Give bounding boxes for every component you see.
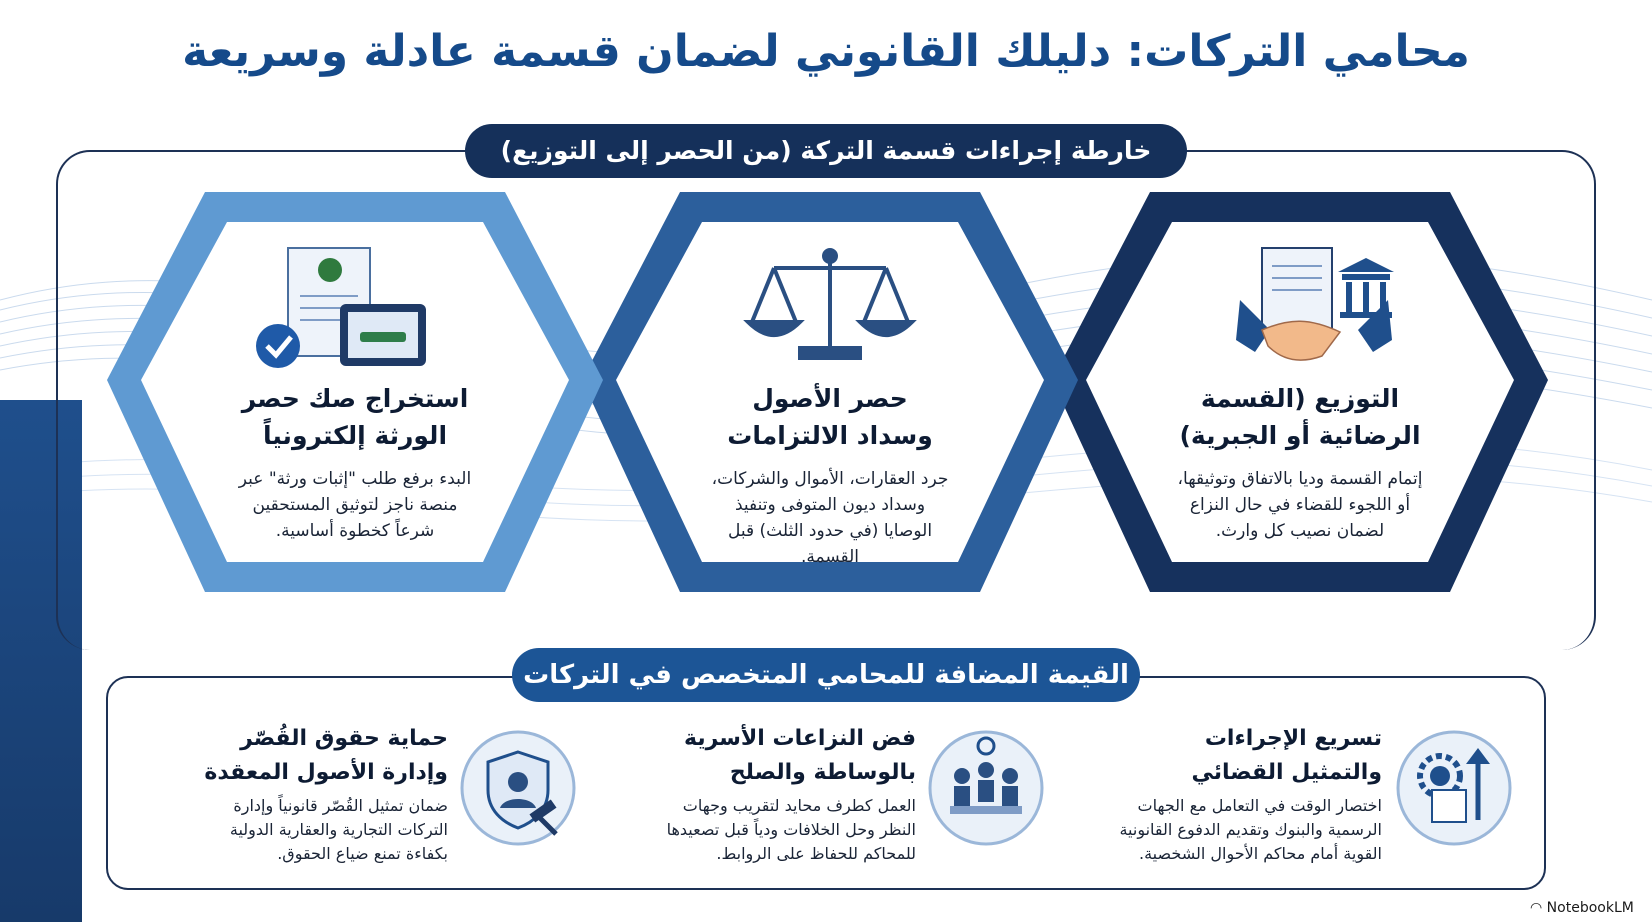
value-item-2 — [604, 722, 916, 866]
value-1-title-line1: تسريع الإجراءات — [1204, 726, 1382, 751]
step-2-desc-line3: الوصايا (في حدود الثلث) قبل — [727, 521, 933, 541]
value-2-desc-line1: العمل كطرف محايد لتقريب وجهات — [682, 796, 916, 815]
value-2-desc-line3: للمحاكم للحفاظ على الروابط. — [716, 844, 916, 863]
value-3-desc-line3: بكفاءة تمنع ضياع الحقوق. — [277, 844, 448, 863]
gear-clock-icon — [1398, 732, 1510, 844]
value-1-desc-line1: اختصار الوقت في التعامل مع الجهات — [1137, 796, 1382, 815]
value-1-title-line2: والتمثيل القضائي — [1191, 760, 1382, 785]
step-3-desc-line3: شرعاً كخطوة أساسية. — [275, 521, 435, 541]
value-label: القيمة المضافة للمحامي المتخصص في التركات — [512, 648, 1140, 702]
step-2-desc-line4: القسمة. — [800, 547, 859, 567]
page-title: محامي التركات: دليلك القانوني لضمان قسمة عادلة وسريعة — [182, 26, 1470, 77]
step-3-title-line1: استخراج صك حصر — [241, 384, 469, 413]
step-1-desc-line2: أو اللجوء للقضاء في حال النزاع — [1189, 495, 1411, 515]
value-item-3 — [140, 722, 448, 866]
roadmap-label: خارطة إجراءات قسمة التركة (من الحصر إلى التوزيع) — [465, 124, 1187, 178]
brand-text: NotebookLM — [1546, 900, 1634, 916]
value-3-title-line2: وإدارة الأصول المعقدة — [204, 760, 448, 785]
step-3-desc-line2: منصة ناجز لتوثيق المستحقين — [252, 495, 458, 515]
step-2-title-line1: حصر الأصول — [752, 384, 908, 413]
value-2-title-line2: بالوساطة والصلح — [729, 760, 916, 785]
meeting-icon — [930, 732, 1042, 844]
value-2-desc-line2: النظر وحل الخلافات ودياً قبل تصعيدها — [666, 820, 916, 839]
step-1-desc-line1: إتمام القسمة وديا بالاتفاق وتوثيقها، — [1177, 469, 1423, 489]
value-2-title-line1: فض النزاعات الأسرية — [684, 726, 916, 751]
value-3-desc-line1: ضمان تمثيل القُصّر قانونياً وإدارة — [233, 796, 448, 815]
step-2-desc-line1: جرد العقارات، الأموال والشركات، — [711, 469, 949, 489]
value-1-desc-line3: القوية أمام محاكم الأحوال الشخصية. — [1139, 844, 1382, 863]
step-2-desc-line2: وسداد ديون المتوفى وتنفيذ — [734, 495, 926, 515]
step-3-title-line2: الورثة إلكترونياً — [262, 421, 448, 450]
step-1-desc-line3: لضمان نصيب كل وارث. — [1215, 521, 1385, 541]
value-item-1 — [1070, 722, 1382, 866]
value-1-desc-line2: الرسمية والبنوك وتقديم الدفوع القانونية — [1119, 820, 1382, 839]
step-1-title-line1: التوزيع (القسمة — [1200, 384, 1400, 413]
step-1-title-line2: الرضائية أو الجبرية) — [1179, 421, 1421, 450]
shield-gavel-icon — [462, 732, 574, 844]
brand-label — [1530, 900, 1634, 916]
value-3-desc-line2: التركات التجارية والعقارية الدولية — [229, 820, 448, 839]
step-2-title-line2: وسداد الالتزامات — [727, 421, 933, 450]
step-3-desc-line1: البدء برفع طلب "إثبات ورثة" عبر — [238, 469, 472, 489]
value-3-title-line1: حماية حقوق القُصّر — [240, 726, 448, 751]
brand-logo-icon: ◠ — [1530, 900, 1547, 916]
